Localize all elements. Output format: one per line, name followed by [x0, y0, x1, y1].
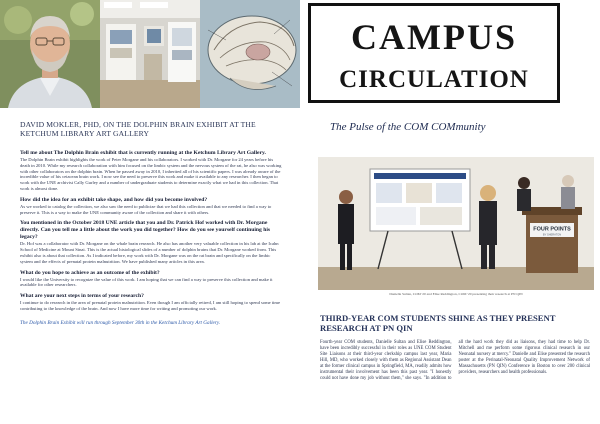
- podium-sign-subtext: BY SHERATON: [542, 233, 562, 237]
- interview-answer: The Dolphin Brain exhibit highlights the work of Peter Morgane and his collaborators. I worked with Dr. Morgane for 24 years before his death in 2010. While my research collaboration with him focused on the limbic system and the nervous system of the rat, he also was working with other collaborators on the dolphin brain. When he passed away in 2010, I inherited all of his scientific papers. I was already aware of the incredible value of his cetacean brain work. I now see the need to preserve this work and make it available to any researcher. I then began to work with the UNE archivist Cally Gurley and a number of undergraduate students to determine exactly what we had in this collection. That work is almost done.: [20, 157, 282, 191]
- interview-question: You mentioned in the October 2018 UNE article that you and Dr. Patrick Hof worked with Dr. Morgane directly. Can you tell me a little about the work you did together? How do you see yourself continuing his legacy?: [20, 220, 271, 241]
- story-headline: THIRD-YEAR COM STUDENTS SHINE AS THEY PRESENT RESEARCH AT PN QIN: [320, 313, 556, 333]
- interview-question: Tell me about The Dolphin Brain exhibit that is currently running at the Ketchum Library Art Gallery.: [20, 150, 266, 156]
- masthead: [308, 3, 560, 103]
- tagline: The Pulse of the COM COMmunity: [330, 121, 486, 133]
- masthead-line-1: CAMPUS: [351, 17, 517, 57]
- exhibit-dates-note: The Dolphin Brain Exhibit will run through September 30th in the Ketchum Library Art Gallery.: [20, 319, 221, 326]
- interview-question: What are your next steps in terms of your research?: [20, 293, 144, 300]
- photo-caption: Danielle Sultan, COM '20 and Elise Reddington, COM '20 presenting their research at PN QIN: [389, 292, 523, 296]
- interview-headline: DAVID MOKLER, PHD, ON THE DOLPHIN BRAIN EXHIBIT AT THE KETCHUM LIBRARY ART GALLERY: [20, 120, 256, 138]
- qa-block: [20, 150, 282, 192]
- dolphin-brain-illustration: [200, 0, 300, 108]
- interview-answer: Dr. Hof was a collaborator with Dr. Morgane on the whale brain research. He also has another very valuable collection in his lab at the Icahn School of Medicine at Mount Sinai. This is the actual histological slides of a number of dolphin brains that Dr. Morgane worked from. This exhibit also is about that collection. As I indicated before, my work with Dr. Morgane was on the rat brain and specifically on the limbic system and the effects of prenatal protein malnutrition. We have published many articles in this area.: [20, 241, 279, 264]
- interview-answer: I continue to do research in the area of prenatal protein malnutrition. Even though I am officially retired, I am still hoping to spend some time contributing to the knowledge of the brain. And now I have more time for writing and promoting our work.: [20, 300, 281, 311]
- newsletter-front: [300, 0, 600, 424]
- portrait-photo: [0, 0, 100, 108]
- qa-block: [20, 293, 282, 312]
- interview-answer: As we worked to catalog the collection, we also saw the need to publicize that we had this collection and that we needed to find a way to preserve it. This is a way to make the UNE community aware of the collection and share it with others.: [20, 203, 272, 215]
- masthead-line-2: CIRCULATION: [339, 66, 529, 93]
- interview-question: What do you hope to achieve as an outcome of the exhibit?: [20, 269, 160, 276]
- gallery-photo: [100, 0, 200, 108]
- story-body: Fourth-year COM students, Danielle Sultan and Elise Reddington, have been incredibly successful in their roles as UNE COM Student Site Liaisons at their third-year clerkship campus last year, Maria Hill, MD, who worked closely with them as Regional Assistant Dean at the former clinical campus in Springfield, MA, readily admits how instrumental their involvement has been this past year. "I honestly could not have done my job without them," she says. "In addition to all the hard work they did as liaisons, they had time to help Dr. Mitchell and me perform some rigorous clinical research in our Neonatal nursery at mercy." Danielle and Elise presented the research poster at the Perinatal-Neonatal Quality Improvement Network of Massachusetts (PN QIN) Conference in Boston to over 200 clinical providers, researchers and health professionals.: [320, 340, 590, 381]
- podium-sign-text: FOUR POINTS: [533, 226, 571, 233]
- qa-block: [20, 197, 282, 216]
- interview-body: [20, 120, 282, 326]
- photo-strip: [0, 0, 300, 108]
- interview-answer: I would like the University to recognize the value of this work. I am hoping that we can find a way to preserve this collection and make it available for other researchers.: [20, 276, 273, 288]
- qa-block: [20, 220, 282, 264]
- conference-photo: [318, 157, 594, 290]
- interview-question: How did the idea for an exhibit take shape, and how did you become involved?: [20, 196, 208, 203]
- qa-block: [20, 270, 282, 289]
